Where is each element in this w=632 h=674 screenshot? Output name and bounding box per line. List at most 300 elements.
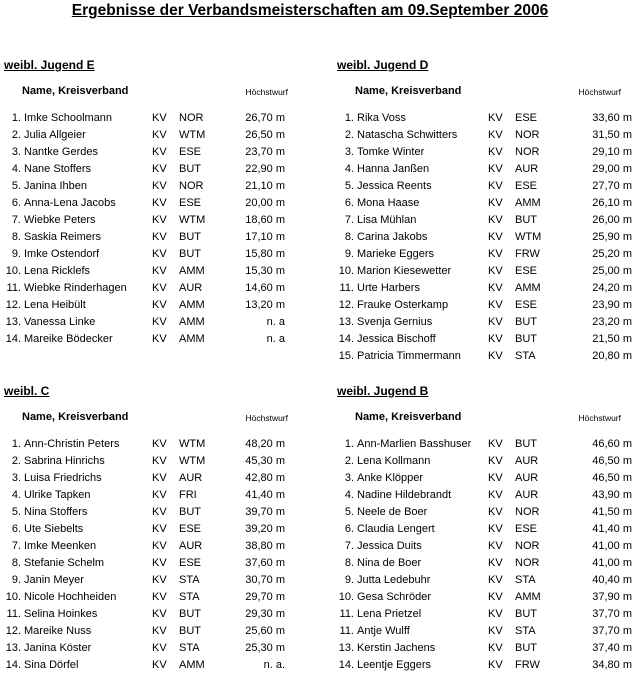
result-value: n. a. — [263, 659, 285, 671]
association-code: BUT — [179, 231, 201, 243]
result-value: 25,20 m — [592, 248, 632, 260]
result-row — [4, 144, 299, 161]
association-code: STA — [515, 574, 536, 586]
athlete-name: Ann-Christin Peters — [24, 438, 120, 450]
association-code: WTM — [179, 438, 206, 450]
result-row — [337, 487, 632, 504]
result-value: 34,80 m — [592, 659, 632, 671]
rank: 10. — [338, 591, 354, 603]
association-code: AUR — [179, 472, 203, 484]
athlete-name: Anke Klöpper — [357, 472, 424, 484]
association-code: BUT — [515, 333, 537, 345]
athlete-name: Lisa Mühlan — [357, 214, 417, 226]
kv-label: KV — [152, 231, 167, 243]
results-list — [337, 110, 632, 365]
association-code: AMM — [179, 265, 205, 277]
result-value: 25,30 m — [245, 642, 285, 654]
kv-label: KV — [488, 231, 503, 243]
association-code: STA — [179, 591, 200, 603]
kv-label: KV — [152, 472, 167, 484]
result-row — [4, 538, 299, 555]
association-code: BUT — [179, 625, 201, 637]
athlete-name: Jessica Bischoff — [357, 333, 436, 345]
kv-label: KV — [152, 608, 167, 620]
athlete-name: Sabrina Hinrichs — [24, 455, 105, 467]
athlete-name: Marion Kiesewetter — [357, 265, 452, 277]
result-value: n. a — [266, 333, 285, 345]
result-value: n. a — [266, 316, 285, 328]
rank: 6. — [344, 197, 354, 209]
result-value: 37,40 m — [592, 642, 632, 654]
header-hoechstwurf: Höchstwurf — [245, 413, 288, 423]
rank: 1. — [11, 438, 21, 450]
rank: 4. — [344, 489, 354, 501]
association-code: AUR — [515, 489, 539, 501]
column-header — [337, 410, 632, 424]
result-row — [337, 229, 632, 246]
association-code: ESE — [179, 197, 202, 209]
result-row — [337, 606, 632, 623]
result-row — [4, 521, 299, 538]
association-code: AMM — [179, 333, 205, 345]
athlete-name: Rika Voss — [357, 112, 406, 124]
kv-label: KV — [488, 248, 503, 260]
result-row — [337, 195, 632, 212]
association-code: STA — [515, 350, 536, 362]
result-row — [337, 110, 632, 127]
result-value: 46,50 m — [592, 455, 632, 467]
association-code: WTM — [179, 455, 206, 467]
kv-label: KV — [488, 112, 503, 124]
athlete-name: Kerstin Jachens — [357, 642, 436, 654]
athlete-name: Lena Prietzel — [357, 608, 422, 620]
athlete-name: Ute Siebelts — [24, 523, 84, 535]
rank: 7. — [344, 540, 354, 552]
athlete-name: Janin Meyer — [24, 574, 84, 586]
athlete-name: Urte Harbers — [357, 282, 420, 294]
kv-label: KV — [488, 472, 503, 484]
result-value: 22,90 m — [245, 163, 285, 175]
athlete-name: Vanessa Linke — [24, 316, 96, 328]
rank: 10. — [338, 265, 354, 277]
result-row — [337, 161, 632, 178]
result-value: 41,40 m — [592, 523, 632, 535]
result-value: 26,00 m — [592, 214, 632, 226]
rank: 9. — [11, 574, 21, 586]
kv-label: KV — [488, 350, 503, 362]
rank: 8. — [344, 557, 354, 569]
result-row — [4, 212, 299, 229]
association-code: FRW — [515, 248, 540, 260]
result-row — [337, 331, 632, 348]
association-code: NOR — [515, 540, 540, 552]
rank: 5. — [11, 180, 21, 192]
result-row — [4, 161, 299, 178]
result-row — [337, 640, 632, 657]
result-value: 23,20 m — [592, 316, 632, 328]
association-code: AMM — [515, 197, 541, 209]
result-value: 15,80 m — [245, 248, 285, 260]
header-name-kreisverband: Name, Kreisverband — [355, 85, 462, 97]
rank: 4. — [344, 163, 354, 175]
kv-label: KV — [488, 163, 503, 175]
athlete-name: Jutta Ledebuhr — [357, 574, 431, 586]
athlete-name: Neele de Boer — [357, 506, 428, 518]
rank: 13. — [338, 642, 354, 654]
header-hoechstwurf: Höchstwurf — [245, 87, 288, 97]
results-list — [337, 436, 632, 674]
result-row — [4, 263, 299, 280]
result-row — [337, 555, 632, 572]
result-value: 25,00 m — [592, 265, 632, 277]
result-row — [4, 280, 299, 297]
result-row — [4, 229, 299, 246]
result-value: 20,80 m — [592, 350, 632, 362]
athlete-name: Nina Stoffers — [24, 506, 88, 518]
result-value: 39,20 m — [245, 523, 285, 535]
rank: 6. — [11, 197, 21, 209]
kv-label: KV — [152, 214, 167, 226]
result-value: 42,80 m — [245, 472, 285, 484]
rank: 12. — [5, 625, 21, 637]
athlete-name: Imke Meenken — [24, 540, 97, 552]
kv-label: KV — [488, 129, 503, 141]
result-row — [4, 331, 299, 348]
kv-label: KV — [488, 146, 503, 158]
section-title: weibl. C — [4, 384, 50, 398]
section-weibl-jugend-e — [4, 58, 299, 348]
association-code: NOR — [179, 112, 204, 124]
rank: 2. — [11, 455, 21, 467]
kv-label: KV — [488, 455, 503, 467]
kv-label: KV — [152, 197, 167, 209]
athlete-name: Gesa Schröder — [357, 591, 431, 603]
rank: 12. — [338, 299, 354, 311]
result-value: 30,70 m — [245, 574, 285, 586]
athlete-name: Lena Heibült — [24, 299, 86, 311]
kv-label: KV — [488, 540, 503, 552]
association-code: ESE — [179, 146, 202, 158]
result-row — [337, 453, 632, 470]
athlete-name: Nicole Hochheiden — [24, 591, 117, 603]
rank: 14. — [5, 659, 21, 671]
rank: 11. — [6, 282, 21, 294]
section-weibl-jugend-b — [337, 384, 632, 674]
kv-label: KV — [488, 523, 503, 535]
result-row — [4, 246, 299, 263]
header-hoechstwurf: Höchstwurf — [578, 413, 621, 423]
rank: 8. — [344, 231, 354, 243]
result-value: 26,10 m — [592, 197, 632, 209]
result-row — [4, 640, 299, 657]
association-code: BUT — [179, 248, 201, 260]
result-row — [337, 212, 632, 229]
athlete-name: Selina Hoinkes — [24, 608, 98, 620]
athlete-name: Nadine Hildebrandt — [357, 489, 452, 501]
athlete-name: Leentje Eggers — [357, 659, 431, 671]
header-hoechstwurf: Höchstwurf — [578, 87, 621, 97]
rank: 2. — [344, 455, 354, 467]
kv-label: KV — [488, 642, 503, 654]
result-row — [337, 314, 632, 331]
kv-label: KV — [488, 489, 503, 501]
result-row — [4, 470, 299, 487]
rank: 9. — [11, 248, 21, 260]
results-list — [4, 110, 299, 348]
association-code: ESE — [515, 180, 538, 192]
kv-label: KV — [152, 557, 167, 569]
rank: 13. — [338, 316, 354, 328]
result-value: 40,40 m — [592, 574, 632, 586]
athlete-name: Saskia Reimers — [24, 231, 102, 243]
rank: 15. — [338, 350, 354, 362]
results-list — [4, 436, 299, 674]
header-name-kreisverband: Name, Kreisverband — [22, 411, 129, 423]
result-value: 37,70 m — [592, 608, 632, 620]
athlete-name: Nina de Boer — [357, 557, 422, 569]
kv-label: KV — [488, 316, 503, 328]
result-row — [337, 144, 632, 161]
kv-label: KV — [488, 659, 503, 671]
athlete-name: Frauke Osterkamp — [357, 299, 449, 311]
result-value: 24,20 m — [592, 282, 632, 294]
association-code: FRI — [179, 489, 197, 501]
kv-label: KV — [152, 180, 167, 192]
kv-label: KV — [152, 523, 167, 535]
kv-label: KV — [488, 438, 503, 450]
kv-label: KV — [488, 214, 503, 226]
athlete-name: Jessica Duits — [357, 540, 422, 552]
rank: 2. — [344, 129, 354, 141]
rank: 5. — [344, 506, 354, 518]
association-code: WTM — [515, 231, 542, 243]
athlete-name: Svenja Gernius — [357, 316, 433, 328]
result-value: 31,50 m — [592, 129, 632, 141]
result-value: 29,10 m — [592, 146, 632, 158]
kv-label: KV — [488, 574, 503, 586]
header-name-kreisverband: Name, Kreisverband — [22, 85, 129, 97]
kv-label: KV — [152, 489, 167, 501]
athlete-name: Ann-Marlien Basshuser — [357, 438, 472, 450]
athlete-name: Mona Haase — [357, 197, 420, 209]
athlete-name: Nantke Gerdes — [24, 146, 98, 158]
kv-label: KV — [488, 506, 503, 518]
kv-label: KV — [152, 265, 167, 277]
header-name-kreisverband: Name, Kreisverband — [355, 411, 462, 423]
result-row — [4, 453, 299, 470]
result-value: 33,60 m — [592, 112, 632, 124]
result-value: 41,00 m — [592, 557, 632, 569]
association-code: AUR — [179, 540, 203, 552]
result-value: 13,20 m — [245, 299, 285, 311]
result-value: 46,60 m — [592, 438, 632, 450]
association-code: AMM — [179, 299, 205, 311]
rank: 14. — [338, 333, 354, 345]
kv-label: KV — [152, 248, 167, 260]
association-code: NOR — [515, 557, 540, 569]
section-weibl-c — [4, 384, 299, 674]
athlete-name: Imke Ostendorf — [24, 248, 100, 260]
athlete-name: Luisa Friedrichs — [24, 472, 102, 484]
kv-label: KV — [152, 282, 167, 294]
rank: 8. — [11, 231, 21, 243]
kv-label: KV — [488, 197, 503, 209]
result-row — [4, 436, 299, 453]
result-row — [337, 470, 632, 487]
result-value: 41,40 m — [245, 489, 285, 501]
column-header — [337, 84, 632, 98]
athlete-name: Marieke Eggers — [357, 248, 435, 260]
rank: 4. — [11, 163, 21, 175]
result-row — [4, 555, 299, 572]
result-row — [4, 127, 299, 144]
result-row — [337, 246, 632, 263]
result-row — [337, 127, 632, 144]
association-code: BUT — [179, 163, 201, 175]
rank: 9. — [344, 248, 354, 260]
association-code: NOR — [515, 129, 540, 141]
athlete-name: Janina Köster — [24, 642, 92, 654]
kv-label: KV — [152, 625, 167, 637]
result-value: 17,10 m — [245, 231, 285, 243]
result-row — [4, 297, 299, 314]
result-row — [4, 504, 299, 521]
kv-label: KV — [152, 163, 167, 175]
athlete-name: Jessica Reents — [357, 180, 432, 192]
column-header — [4, 84, 299, 98]
result-row — [337, 572, 632, 589]
rank: 7. — [11, 540, 21, 552]
result-value: 21,10 m — [245, 180, 285, 192]
result-value: 41,50 m — [592, 506, 632, 518]
result-row — [4, 572, 299, 589]
rank: 6. — [11, 523, 21, 535]
kv-label: KV — [152, 591, 167, 603]
association-code: BUT — [515, 214, 537, 226]
kv-label: KV — [152, 112, 167, 124]
rank: 11. — [339, 608, 354, 620]
rank: 11. — [339, 625, 354, 637]
section-weibl-jugend-d — [337, 58, 632, 365]
athlete-name: Ulrike Tapken — [24, 489, 91, 501]
kv-label: KV — [152, 455, 167, 467]
rank: 3. — [11, 146, 21, 158]
association-code: ESE — [515, 112, 538, 124]
result-value: 37,90 m — [592, 591, 632, 603]
result-value: 43,90 m — [592, 489, 632, 501]
rank: 1. — [344, 438, 354, 450]
association-code: WTM — [179, 214, 206, 226]
kv-label: KV — [152, 659, 167, 671]
section-title: weibl. Jugend E — [4, 58, 95, 72]
result-row — [337, 263, 632, 280]
kv-label: KV — [488, 591, 503, 603]
result-value: 29,00 m — [592, 163, 632, 175]
result-value: 37,70 m — [592, 625, 632, 637]
kv-label: KV — [152, 316, 167, 328]
rank: 3. — [344, 472, 354, 484]
result-row — [337, 297, 632, 314]
rank: 10. — [5, 265, 21, 277]
kv-label: KV — [152, 642, 167, 654]
rank: 7. — [344, 214, 354, 226]
athlete-name: Anna-Lena Jacobs — [24, 197, 116, 209]
athlete-name: Claudia Lengert — [357, 523, 435, 535]
association-code: ESE — [179, 523, 202, 535]
kv-label: KV — [488, 557, 503, 569]
association-code: NOR — [515, 506, 540, 518]
result-row — [337, 178, 632, 195]
result-row — [337, 521, 632, 538]
result-value: 26,50 m — [245, 129, 285, 141]
association-code: AUR — [515, 472, 539, 484]
athlete-name: Mareike Nuss — [24, 625, 92, 637]
association-code: WTM — [179, 129, 206, 141]
kv-label: KV — [152, 146, 167, 158]
association-code: AMM — [515, 591, 541, 603]
athlete-name: Wiebke Peters — [24, 214, 96, 226]
result-row — [4, 589, 299, 606]
result-row — [337, 280, 632, 297]
result-row — [4, 606, 299, 623]
result-value: 37,60 m — [245, 557, 285, 569]
association-code: AMM — [179, 316, 205, 328]
rank: 3. — [11, 472, 21, 484]
athlete-name: Stefanie Schelm — [24, 557, 105, 569]
association-code: FRW — [515, 659, 540, 671]
rank: 12. — [5, 299, 21, 311]
result-value: 15,30 m — [245, 265, 285, 277]
result-row — [4, 657, 299, 674]
kv-label: KV — [488, 282, 503, 294]
rank: 9. — [344, 574, 354, 586]
association-code: AUR — [515, 163, 539, 175]
page-title: Ergebnisse der Verbandsmeisterschaften am 09.September 2006 — [71, 2, 549, 19]
rank: 14. — [5, 333, 21, 345]
result-value: 41,00 m — [592, 540, 632, 552]
result-row — [337, 589, 632, 606]
result-value: 29,30 m — [245, 608, 285, 620]
association-code: AMM — [179, 659, 205, 671]
athlete-name: Lena Ricklefs — [24, 265, 91, 277]
rank: 14. — [338, 659, 354, 671]
rank: 10. — [5, 591, 21, 603]
athlete-name: Wiebke Rinderhagen — [24, 282, 127, 294]
result-value: 21,50 m — [592, 333, 632, 345]
result-value: 18,60 m — [245, 214, 285, 226]
kv-label: KV — [488, 299, 503, 311]
result-value: 14,60 m — [245, 282, 285, 294]
association-code: STA — [515, 625, 536, 637]
kv-label: KV — [488, 180, 503, 192]
athlete-name: Hanna Janßen — [357, 163, 430, 175]
rank: 5. — [11, 506, 21, 518]
kv-label: KV — [488, 625, 503, 637]
result-value: 29,70 m — [245, 591, 285, 603]
result-value: 46,50 m — [592, 472, 632, 484]
rank: 1. — [11, 112, 21, 124]
athlete-name: Mareike Bödecker — [24, 333, 113, 345]
kv-label: KV — [488, 333, 503, 345]
association-code: BUT — [515, 642, 537, 654]
association-code: BUT — [515, 608, 537, 620]
rank: 4. — [11, 489, 21, 501]
result-value: 39,70 m — [245, 506, 285, 518]
result-row — [4, 487, 299, 504]
athlete-name: Patricia Timmermann — [357, 350, 461, 362]
association-code: AUR — [179, 282, 203, 294]
association-code: AMM — [515, 282, 541, 294]
